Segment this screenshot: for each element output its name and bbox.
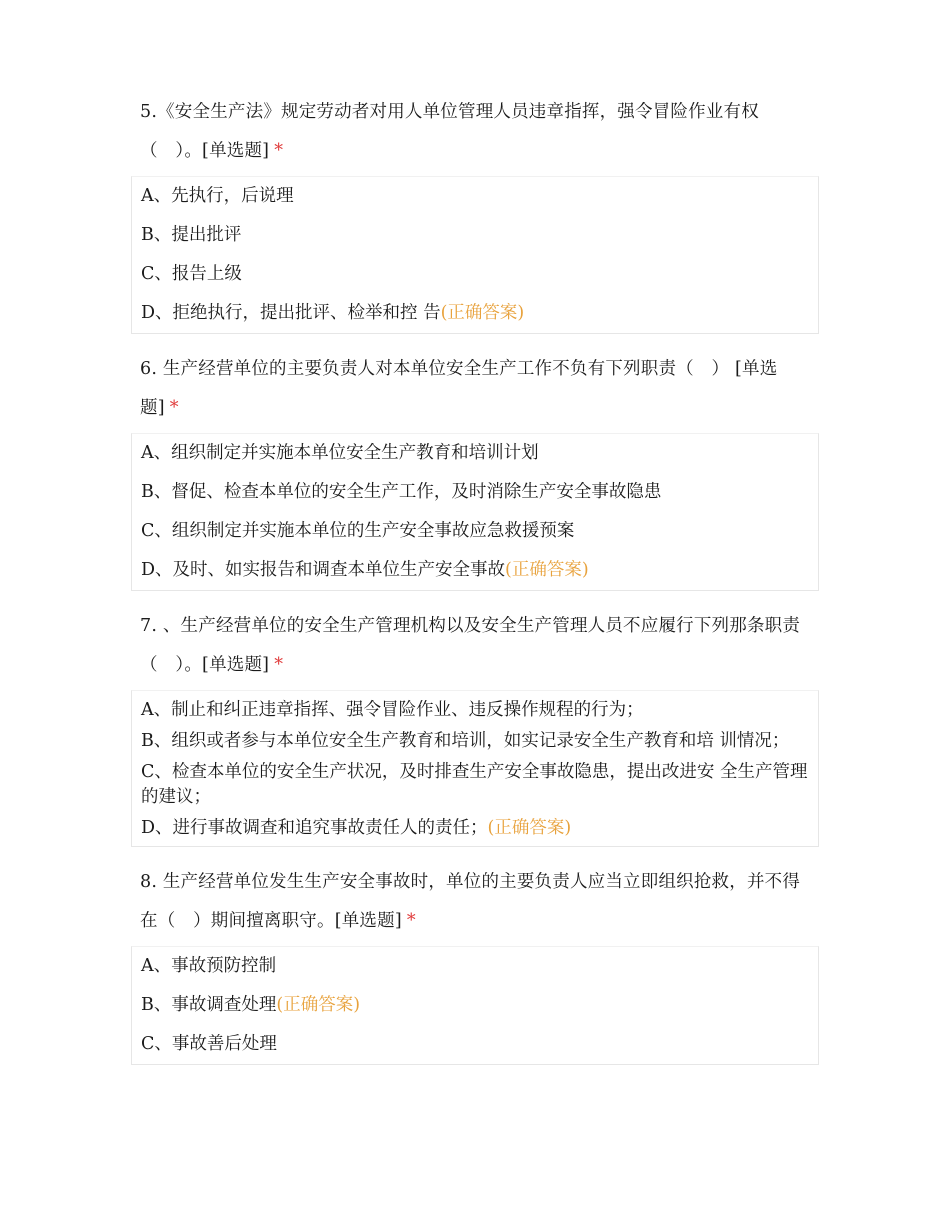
option-text: C、报告上级 — [141, 264, 242, 284]
option-a[interactable] — [141, 177, 818, 216]
option-text: B、督促、检查本单位的安全生产工作，及时消除生产安全事故隐患 — [141, 482, 662, 502]
option-text: D、拒绝执行，提出批评、检举和控 告 — [141, 303, 441, 323]
option-text: B、事故调查处理 — [141, 995, 277, 1015]
option-a[interactable] — [141, 947, 818, 986]
option-d[interactable] — [141, 551, 818, 590]
option-text: A、制止和纠正违章指挥、强令冒险作业、违反操作规程的行为； — [141, 700, 644, 720]
required-mark: * — [406, 911, 416, 931]
option-text: D、及时、如实报告和调查本单位生产安全事故 — [141, 560, 506, 580]
question-6 — [131, 350, 819, 591]
required-mark: * — [274, 141, 284, 161]
question-7 — [131, 607, 819, 847]
option-b[interactable] — [141, 473, 818, 512]
required-mark: * — [274, 655, 284, 675]
option-b[interactable] — [141, 986, 818, 1025]
option-text: B、提出批评 — [141, 225, 242, 245]
option-list — [131, 433, 819, 591]
option-text: D、进行事故调查和追究事故责任人的责任； — [141, 818, 488, 838]
option-list — [131, 690, 819, 847]
option-b[interactable] — [141, 723, 818, 754]
question-title — [131, 863, 819, 941]
option-c[interactable] — [141, 1025, 818, 1064]
option-text: C、组织制定并实施本单位的生产安全事故应急救援预案 — [141, 521, 575, 541]
quiz-list — [131, 93, 819, 1081]
option-text: A、事故预防控制 — [141, 956, 277, 976]
option-d[interactable] — [141, 810, 818, 846]
question-text: 6. 生产经营单位的主要负责人对本单位安全生产工作不负有下列职责（ ） [单选题] — [140, 359, 778, 418]
option-text: C、检查本单位的安全生产状况，及时排查生产安全事故隐患，提出改进安 全生产管理的建议； — [141, 762, 808, 807]
option-b[interactable] — [141, 216, 818, 255]
question-5 — [131, 93, 819, 334]
question-text: 7. 、生产经营单位的安全生产管理机构以及安全生产管理人员不应履行下列那条职责（ ）。[单选题] — [140, 616, 801, 675]
question-text: 5.《安全生产法》规定劳动者对用人单位管理人员违章指挥，强令冒险作业有权（ ）。[单选题] — [140, 102, 759, 161]
correct-answer-badge: (正确答案) — [440, 303, 525, 323]
correct-answer-badge: (正确答案) — [276, 995, 361, 1015]
option-list — [131, 946, 819, 1065]
correct-answer-badge: (正确答案) — [487, 818, 572, 838]
option-text: A、组织制定并实施本单位安全生产教育和培训计划 — [141, 443, 539, 463]
required-mark: * — [169, 398, 179, 418]
question-title — [131, 350, 819, 428]
option-text: A、先执行，后说理 — [141, 186, 294, 206]
option-c[interactable] — [141, 255, 818, 294]
option-c[interactable] — [141, 754, 818, 810]
question-8 — [131, 863, 819, 1065]
option-text: B、组织或者参与本单位安全生产教育和培训，如实记录安全生产教育和培 训情况； — [141, 731, 790, 751]
option-c[interactable] — [141, 512, 818, 551]
question-title — [131, 93, 819, 171]
option-a[interactable] — [141, 692, 818, 723]
option-d[interactable] — [141, 294, 818, 333]
question-text: 8. 生产经营单位发生生产安全事故时，单位的主要负责人应当立即组织抢救，并不得在（ ）期间擅离职守。[单选题] — [140, 872, 801, 931]
question-title — [131, 607, 819, 685]
option-list — [131, 176, 819, 334]
option-text: C、事故善后处理 — [141, 1034, 277, 1054]
option-a[interactable] — [141, 434, 818, 473]
correct-answer-badge: (正确答案) — [505, 560, 589, 580]
